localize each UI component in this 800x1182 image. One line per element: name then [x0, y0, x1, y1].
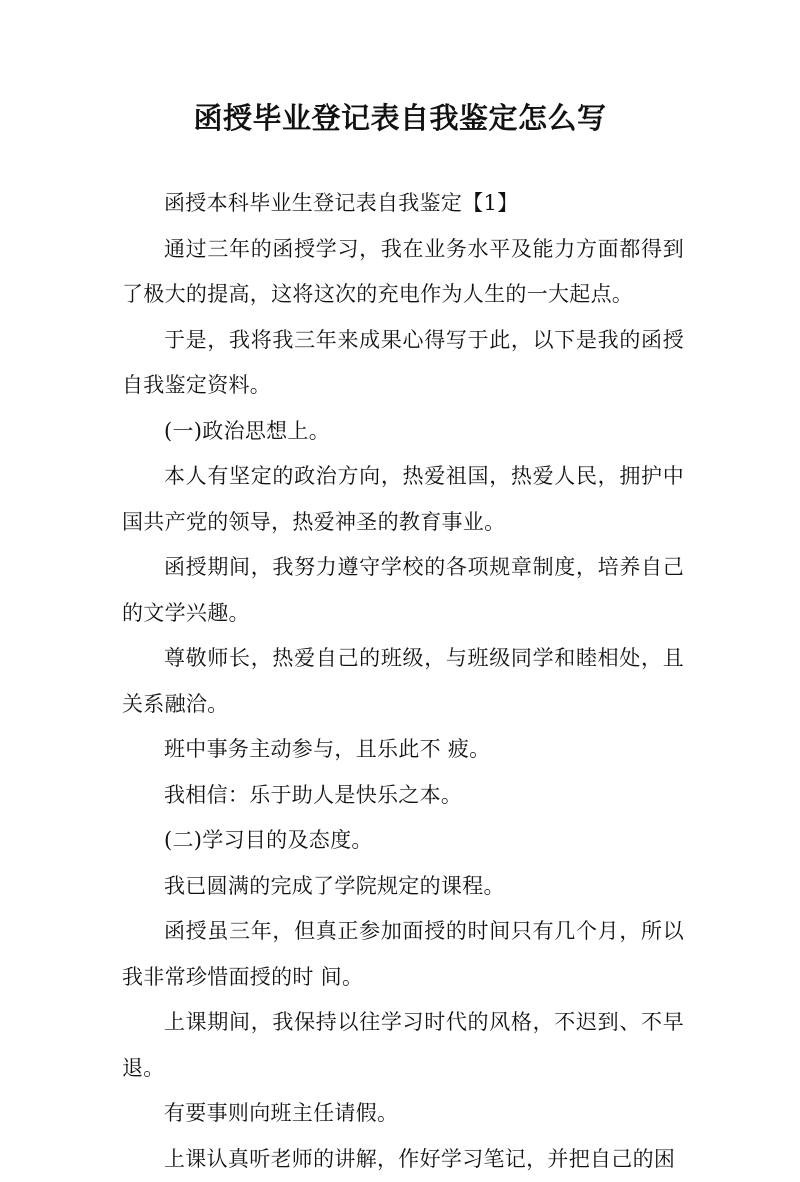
section-heading: (一)政治思想上。	[122, 409, 684, 455]
paragraph: 上课期间，我保持以往学习时代的风格，不迟到、不早退。	[122, 1000, 684, 1091]
paragraph: 上课认真听老师的讲解，作好学习笔记，并把自己的困	[122, 1137, 684, 1182]
paragraph: 我相信：乐于助人是快乐之本。	[122, 773, 684, 819]
paragraph: 我已圆满的完成了学院规定的课程。	[122, 864, 684, 910]
document-title: 函授毕业登记表自我鉴定怎么写	[0, 98, 800, 138]
section-heading: (二)学习目的及态度。	[122, 818, 684, 864]
paragraph: 有要事则向班主任请假。	[122, 1091, 684, 1137]
paragraph: 班中事务主动参与，且乐此不 疲。	[122, 727, 684, 773]
paragraph: 于是，我将我三年来成果心得写于此，以下是我的函授自我鉴定资料。	[122, 318, 684, 409]
paragraph: 函授本科毕业生登记表自我鉴定【1】	[122, 181, 684, 227]
paragraph: 尊敬师长，热爱自己的班级，与班级同学和睦相处，且关系融洽。	[122, 636, 684, 727]
paragraph: 函授期间，我努力遵守学校的各项规章制度，培养自己的文学兴趣。	[122, 545, 684, 636]
paragraph: 通过三年的函授学习，我在业务水平及能力方面都得到了极大的提高，这将这次的充电作为人生的一大起点。	[122, 227, 684, 318]
document-body	[122, 181, 684, 1182]
paragraph: 本人有坚定的政治方向，热爱祖国，热爱人民，拥护中国共产党的领导，热爱神圣的教育事业。	[122, 454, 684, 545]
paragraph: 函授虽三年，但真正参加面授的时间只有几个月，所以我非常珍惜面授的时 间。	[122, 909, 684, 1000]
